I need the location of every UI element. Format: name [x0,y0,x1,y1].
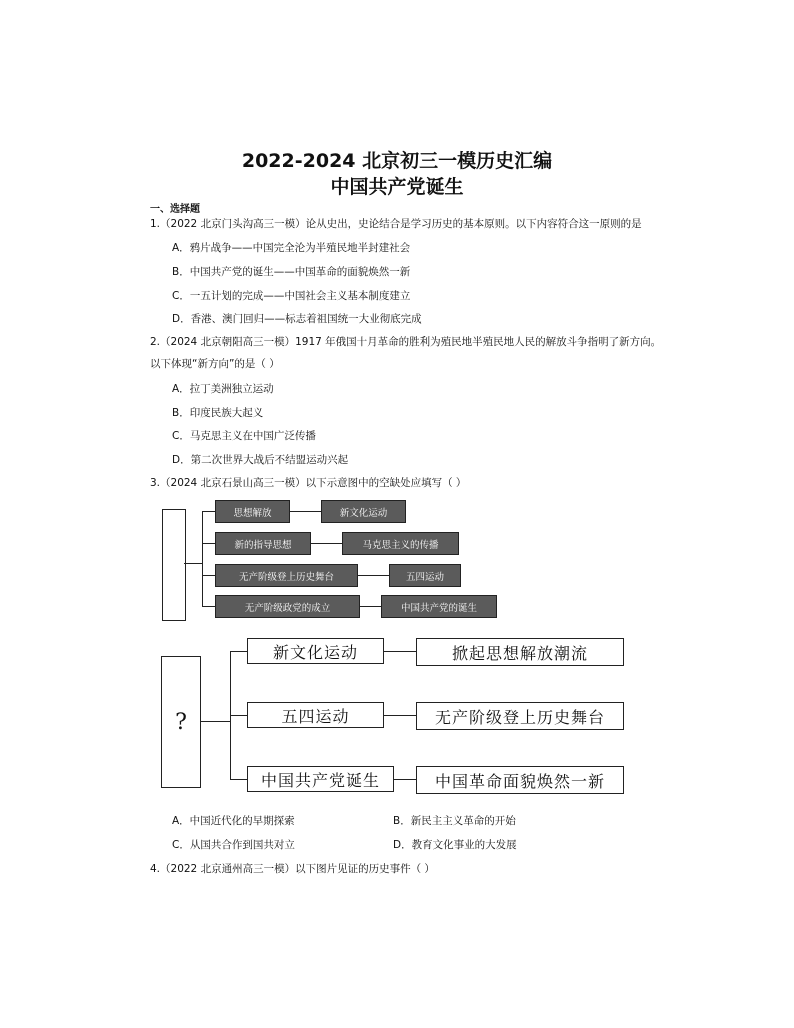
diagram-white-right-box: 无产阶级登上历史舞台 [416,702,624,730]
q1-option-a: A．鸦片战争——中国完全沦为半殖民地半封建社会 [172,242,411,254]
question-3-stem: 3.（2024 北京石景山高三一模）以下示意图中的空缺处应填写（ ） [150,477,467,489]
q3-option-b: B．新民主主义革命的开始 [393,815,516,827]
q1-option-d: D．香港、澳门回归——标志着祖国统一大业彻底完成 [172,313,422,325]
connector-line [201,721,230,722]
connector-line [360,606,381,607]
connector-line [230,651,247,652]
connector-line [394,779,416,780]
diagram-dark-blank-box [162,509,186,621]
question-2-stem-line2: 以下体现“新方向”的是（ ） [150,358,280,370]
q1-option-b: B．中国共产党的诞生——中国革命的面貌焕然一新 [172,266,411,278]
connector-line [230,779,247,780]
connector-line [384,651,416,652]
diagram-dark-right-box: 五四运动 [389,564,461,587]
q3-option-d: D．教育文化事业的大发展 [393,839,517,851]
question-4-stem: 4.（2022 北京通州高三一模）以下图片见证的历史事件（ ） [150,863,435,875]
q3-option-c: C．从国共合作到国共对立 [172,839,295,851]
connector-line [230,715,247,716]
q2-option-b: B．印度民族大起义 [172,407,264,419]
connector-line [202,511,215,512]
diagram-white-right-box: 掀起思想解放潮流 [416,638,624,666]
question-2-stem-line1: 2.（2024 北京朝阳高三一模）1917 年俄国十月革命的胜利为殖民地半殖民地人民的解放斗争指明了新方向。 [150,336,662,348]
diagram-white-left-box: 五四运动 [247,702,384,728]
diagram-white-right-box: 中国革命面貌焕然一新 [416,766,624,794]
diagram-white-left-box: 新文化运动 [247,638,384,664]
q2-option-a: A．拉丁美洲独立运动 [172,383,274,395]
connector-line [202,575,215,576]
q2-option-c: C．马克思主义在中国广泛传播 [172,430,316,442]
q2-option-d: D．第二次世界大战后不结盟运动兴起 [172,454,349,466]
connector-line [358,575,389,576]
diagram-dark-right-box: 马克思主义的传播 [342,532,459,555]
question-1-stem: 1.（2022 北京门头沟高三一模）论从史出，史论结合是学习历史的基本原则。以下内容符合这一原则的是 [150,218,642,230]
diagram-dark-right-box: 中国共产党的诞生 [381,595,497,618]
diagram-dark-left-box: 无产阶级登上历史舞台 [215,564,358,587]
q3-option-a: A．中国近代化的早期探索 [172,815,295,827]
q1-option-c: C．一五计划的完成——中国社会主义基本制度建立 [172,290,411,302]
doc-subtitle: 中国共产党诞生 [330,176,464,198]
diagram-dark-left-box: 思想解放 [215,500,290,523]
connector-line [202,511,203,606]
doc-title: 2022-2024 北京初三一模历史汇编 [241,150,553,172]
connector-line [384,715,416,716]
connector-line [184,563,202,564]
connector-line [202,606,215,607]
connector-line [311,543,342,544]
diagram-dark-left-box: 无产阶级政党的成立 [215,595,360,618]
diagram-white-left-box: 中国共产党诞生 [247,766,394,792]
diagram-dark-right-box: 新文化运动 [321,500,406,523]
section-heading: 一、选择题 [150,204,200,215]
connector-line [290,511,321,512]
connector-line [202,543,215,544]
question-mark-box: ? [161,656,201,788]
diagram-dark-left-box: 新的指导思想 [215,532,311,555]
